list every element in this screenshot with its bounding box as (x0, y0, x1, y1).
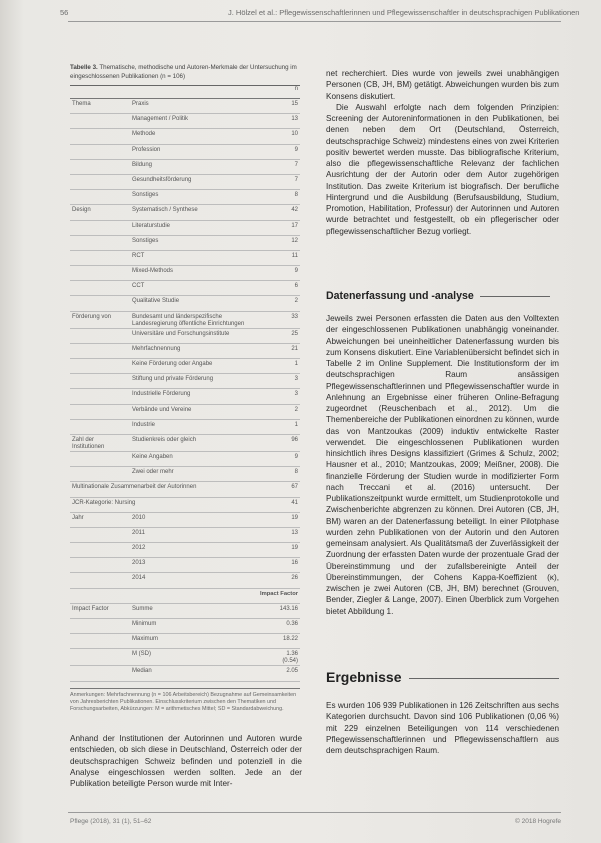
row-label: Studienkreis oder gleich (130, 434, 268, 451)
table-caption-text: Thematische, methodische und Autoren-Merkmale der Untersuchung im eingeschlossenen Publikationen (n = 106) (70, 64, 297, 80)
row-label: Industrie (130, 419, 268, 434)
row-group-label (70, 129, 130, 144)
row-group-label (70, 389, 130, 404)
row-group-label: Förderung von (70, 311, 130, 328)
table-row (70, 281, 300, 296)
page-footer (68, 812, 561, 825)
row-label: Gesundheitsförderung (130, 174, 268, 189)
running-title: J. Hölzel et al.: Pflegewissenschaftlerinnen und Pflegewissenschaftler in deutschsprachigen Publikationen (228, 8, 580, 17)
row-value: 11 (268, 250, 300, 265)
table-row (70, 343, 300, 358)
row-label: Mixed-Methods (130, 266, 268, 281)
row-value: 2 (268, 404, 300, 419)
row-group-label: Zahl der Institutionen (70, 434, 130, 451)
row-value: 96 (268, 434, 300, 451)
table-row (70, 114, 300, 129)
row-label: Verbände und Vereine (130, 404, 268, 419)
row-label: Minimum (130, 619, 268, 634)
row-label: Mehrfachnennung (130, 343, 268, 358)
table-3 (70, 64, 300, 713)
row-label: Sonstiges (130, 190, 268, 205)
row-label: JCR-Kategorie: Nursing (70, 497, 268, 512)
section-heading-data-text: Datenerfassung und -analyse (326, 290, 474, 302)
row-value: 7 (268, 159, 300, 174)
section-heading-results (326, 669, 559, 685)
table-caption-label: Tabelle 3. (70, 64, 98, 71)
row-value: 2.05 (268, 666, 300, 681)
row-label: Methode (130, 129, 268, 144)
table-caption (70, 64, 300, 81)
row-value: 9 (268, 451, 300, 466)
row-group-label (70, 666, 130, 681)
row-group-label (70, 359, 130, 374)
table-row (70, 619, 300, 634)
table-row (70, 482, 300, 497)
row-value: 21 (268, 343, 300, 358)
table-footnote: Anmerkungen: Mehrfachnennung (n = 106 Arbeitsbereich) Bezugnahme auf Gemeinsamkeiten von Jahresberichten Publikationen. Einschlusskriterium zwischen den Thematiken und Forschungsarbeiten, Abkürzungen: M = arithmetisches Mittel; SD = Standardabweichung. (70, 688, 300, 713)
heading-rule (480, 296, 550, 297)
row-value: 26 (268, 573, 300, 588)
table-row (70, 205, 300, 220)
row-label: Praxis (130, 99, 268, 114)
row-label: 2010 (130, 512, 268, 527)
row-label: 2013 (130, 558, 268, 573)
row-group-label (70, 404, 130, 419)
row-group-label (70, 558, 130, 573)
row-value: 17 (268, 220, 300, 235)
row-group-label (70, 374, 130, 389)
impact-factor-subheader (70, 588, 300, 603)
row-label: Qualitative Studie (130, 296, 268, 311)
row-group-label (70, 190, 130, 205)
results-paragraph: Es wurden 106 939 Publikationen in 126 Zeitschriften aus sechs Kategorien durchsucht. Davon sind 106 Publikationen (0,06 %) mit 229 einzelnen Beteiligungen von 114 verschiedenen Pflegewissenschaftlerinnen und Pflegewissenschaftlern aus dem deutschsprachigen Raum. (326, 701, 559, 755)
table-row (70, 266, 300, 281)
row-group-label (70, 281, 130, 296)
table-row (70, 573, 300, 588)
row-group-label (70, 144, 130, 159)
row-label: Keine Angaben (130, 451, 268, 466)
row-value: 9 (268, 266, 300, 281)
table-row (70, 497, 300, 512)
row-value: 19 (268, 543, 300, 558)
table-row (70, 603, 300, 618)
row-group-label: Jahr (70, 512, 130, 527)
row-group-label (70, 634, 130, 649)
row-label: 2011 (130, 527, 268, 542)
row-value: 10 (268, 129, 300, 144)
row-value: 25 (268, 328, 300, 343)
table-row (70, 634, 300, 649)
row-label: Systematisch / Synthese (130, 205, 268, 220)
column-header-n: n (268, 86, 300, 99)
row-value: 13 (268, 527, 300, 542)
table-header-row (70, 86, 300, 99)
row-value: 1.36 (0.54) (268, 649, 300, 666)
table-row (70, 649, 300, 666)
row-value: 143.16 (268, 603, 300, 618)
row-label: Median (130, 666, 268, 681)
footer-citation: Pflege (2018), 31 (1), 51–62 (70, 818, 152, 825)
row-value: 8 (268, 467, 300, 482)
row-label: Bundesamt und länderspezifische Landesregierung öffentliche Einrichtungen (130, 311, 268, 328)
table-row (70, 543, 300, 558)
row-label: Zwei oder mehr (130, 467, 268, 482)
row-group-label (70, 649, 130, 666)
section-heading-results-text: Ergebnisse (326, 669, 402, 685)
table-row (70, 129, 300, 144)
table-row (70, 404, 300, 419)
table-row (70, 174, 300, 189)
table-row (70, 328, 300, 343)
heading-rule (409, 678, 559, 679)
footer-copyright: © 2018 Hogrefe (515, 818, 561, 825)
table-row (70, 359, 300, 374)
row-value: 9 (268, 144, 300, 159)
row-value: 0.36 (268, 619, 300, 634)
table-row (70, 220, 300, 235)
row-value: 41 (268, 497, 300, 512)
row-label: Maximum (130, 634, 268, 649)
table-row (70, 666, 300, 681)
row-label: RCT (130, 250, 268, 265)
row-group-label: Impact Factor (70, 603, 130, 618)
row-label: 2012 (130, 543, 268, 558)
table-row (70, 558, 300, 573)
row-group-label (70, 543, 130, 558)
row-value: 67 (268, 482, 300, 497)
row-value: 1 (268, 359, 300, 374)
table-row (70, 389, 300, 404)
row-group-label (70, 174, 130, 189)
page-header (0, 8, 601, 28)
row-value: 6 (268, 281, 300, 296)
table-row (70, 512, 300, 527)
footer-rule (68, 812, 561, 813)
row-group-label (70, 114, 130, 129)
table-row (70, 467, 300, 482)
section-heading-data (326, 290, 550, 302)
table-row (70, 296, 300, 311)
row-label: 2014 (130, 573, 268, 588)
row-group-label (70, 451, 130, 466)
table-row (70, 527, 300, 542)
table-row (70, 250, 300, 265)
row-value: 16 (268, 558, 300, 573)
row-label: Keine Förderung oder Angabe (130, 359, 268, 374)
table-row (70, 144, 300, 159)
table-row (70, 235, 300, 250)
row-value: 18.22 (268, 634, 300, 649)
row-group-label (70, 266, 130, 281)
impact-factor-label: Impact Factor (70, 588, 300, 603)
row-value: 7 (268, 174, 300, 189)
row-value: 12 (268, 235, 300, 250)
row-value: 19 (268, 512, 300, 527)
row-label: M (SD) (130, 649, 268, 666)
row-group-label (70, 467, 130, 482)
header-rule (68, 21, 561, 22)
row-label: Industrielle Förderung (130, 389, 268, 404)
row-value: 2 (268, 296, 300, 311)
row-group-label (70, 527, 130, 542)
row-group-label (70, 343, 130, 358)
row-label: Sonstiges (130, 235, 268, 250)
row-value: 15 (268, 99, 300, 114)
row-label: CCT (130, 281, 268, 296)
page-number: 56 (60, 8, 69, 17)
row-group-label (70, 419, 130, 434)
right-column-intro (326, 68, 559, 237)
row-label: Stiftung und private Förderung (130, 374, 268, 389)
row-group-label (70, 220, 130, 235)
row-label: Management / Politik (130, 114, 268, 129)
intro-paragraph-1: net recherchiert. Dies wurde von jeweils zwei unabhängigen Personen (CB, JH, BM) getätigt. Abweichungen wurden bis zum Konsens diskutiert. (326, 69, 559, 101)
row-value: 3 (268, 389, 300, 404)
table-row (70, 374, 300, 389)
row-label: Bildung (130, 159, 268, 174)
table-row (70, 159, 300, 174)
row-value: 8 (268, 190, 300, 205)
row-value: 33 (268, 311, 300, 328)
table-body (70, 85, 300, 682)
row-label: Multinationale Zusammenarbeit der Autorinnen (70, 482, 268, 497)
row-group-label (70, 619, 130, 634)
row-group-label (70, 573, 130, 588)
row-group-label (70, 328, 130, 343)
row-label: Universitäre und Forschungsinstitute (130, 328, 268, 343)
left-column-paragraph: Anhand der Institutionen der Autorinnen und Autoren wurde entschieden, ob sich diese in Deutschland, Österreich oder der deutschsprachigen Schweiz befinden und potenziell in die Analyse eingeschlossen werden sollten. Jede an der Publikation beteiligte Person wurde mit Inter- (70, 734, 302, 789)
row-label: Literaturstudie (130, 220, 268, 235)
row-group-label (70, 250, 130, 265)
table-row (70, 311, 300, 328)
row-value: 13 (268, 114, 300, 129)
table-row (70, 190, 300, 205)
table-row (70, 419, 300, 434)
row-value: 3 (268, 374, 300, 389)
table-row (70, 451, 300, 466)
row-value: 42 (268, 205, 300, 220)
table-row (70, 99, 300, 114)
row-group-label: Thema (70, 99, 130, 114)
row-label: Summe (130, 603, 268, 618)
row-group-label: Design (70, 205, 130, 220)
intro-paragraph-2: Die Auswahl erfolgte nach dem folgenden Prinzipien: Screening der Autoreninformationen in den Publikationen, bei denen neben dem Ort (Deutschland, Österreich, deutschsprachige Schweiz) mindestens eines von zwei Kriterien positiv bewertet werden musste. Das bibliografische Kriterium, also die pflegewissenschaftliche Relevanz der fachlichen Ausrichtung der der Autorin oder dem Autor zugehörigen Institution. Das zweite Kriterium ist biografisch. Der berufliche Hintergrund und die Ausbildung (Berufsausbildung, Studium, Promotion, Habilitation, Professur) der Autorinnen und Autoren wurde betrachtet und festgestellt, ob ein pflegerischer oder pflegewissenschaftlicher Bezug vorliegt. (326, 102, 559, 236)
row-group-label (70, 235, 130, 250)
row-label: Profession (130, 144, 268, 159)
row-group-label (70, 296, 130, 311)
table-row (70, 434, 300, 451)
row-group-label (70, 159, 130, 174)
data-analysis-paragraph: Jeweils zwei Personen erfassten die Daten aus den Volltexten der eingeschlossenen Publikationen unabhängig voneinander. Abweichungen bei uneinheitlicher Datenerfassung wurden bis zum Konsens diskutiert. Eine Variablenübersicht befindet sich in Tabelle 2 im Online Supplement. Die Institutionsform der im deutschsprachigen Raum ansässigen Pflegewissenschaftlerinnen und Pflegewissenschaftler wurde in Anlehnung an Ergebnisse einer früheren Online-Befragung zugeordnet (Reuschenbach et al., 2012). Um die Themenbereiche der Publikationen einordnen zu können, wurde das von Mantzoukas (2009) induktiv entwickelte Raster verwendet. Die eingeschlossenen Publikationen wurden hinsichtlich ihres Designs klassifiziert (Grimes & Schulz, 2002; Hausner et al., 2010; Mantzoukas, 2009; Meißner, 2008). Die finanzielle Förderung der Studien wurde in modifizierter Form nach Treccani et al. (2016) untersucht. Der Publikationszeitpunkt wurde ermittelt, um Studienprotokolle und Zwischenberichte abgrenzen zu können. Drei Autoren (CB, JH, BM) waren an der Datenerfassung beteiligt. In einer Pilotphase wurden zehn Publikationen von der Autorin und den Autoren gemeinsam analysiert. Als Qualitätsmaß der Zuverlässigkeit der Zuordnung der erfassten Daten wurde der prozentuale Grad der Übereinstimmung und der zufallsbereinigte Anteil der Übereinstimmungen, der Cohens Kappa-Koeffizient (κ), zwischen je zwei Autoren (CB, JH, BM) berechnet (Grouven, Bender, Ziegler & Lange, 2007). Einen Überblick zum Vorgehen bietet Abbildung 1. (326, 314, 559, 616)
row-value: 1 (268, 419, 300, 434)
